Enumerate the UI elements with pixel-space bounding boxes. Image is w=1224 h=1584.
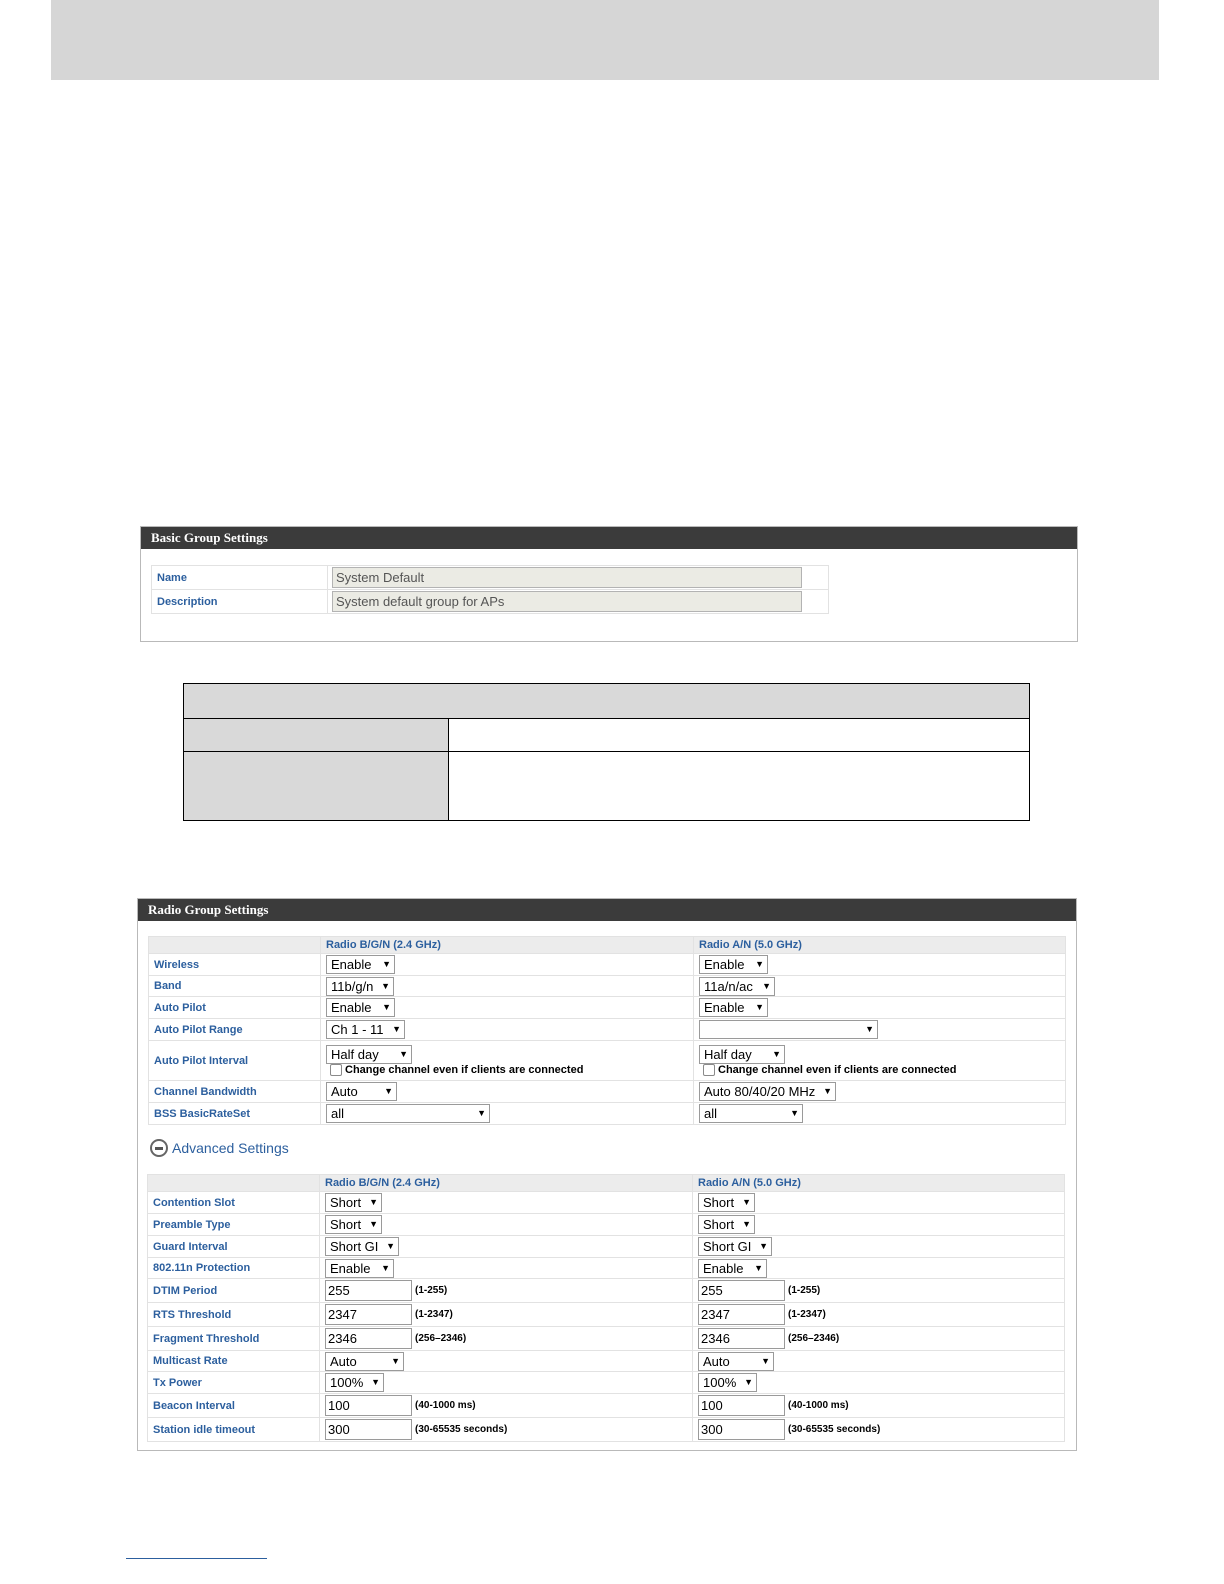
- contention-slot-select-24[interactable]: [325, 1193, 382, 1212]
- change-channel-checkbox-5[interactable]: [703, 1064, 715, 1076]
- dtim-period-input-5[interactable]: 255: [698, 1280, 785, 1301]
- wireless-select-24[interactable]: [326, 955, 395, 974]
- select-value: Enable: [704, 1000, 745, 1015]
- panel-title: Basic Group Settings: [141, 527, 1077, 549]
- dropdown-arrow-icon: ▼: [477, 1108, 486, 1118]
- range-hint: (1-2347): [415, 1309, 453, 1320]
- protection-select-5[interactable]: [698, 1259, 767, 1278]
- name-field[interactable]: System Default: [332, 567, 802, 588]
- fragment-threshold-input-5[interactable]: 2346: [698, 1328, 785, 1349]
- checkbox-label: Change channel even if clients are connected: [345, 1064, 584, 1077]
- select-value: 11a/n/ac: [704, 978, 753, 994]
- range-hint: (40-1000 ms): [415, 1400, 476, 1411]
- band-label: Band: [149, 976, 321, 997]
- range-hint: (1-255): [788, 1285, 821, 1296]
- column-header-5ghz: Radio A/N (5.0 GHz): [693, 1175, 1065, 1192]
- rts-threshold-input-24[interactable]: 2347: [325, 1304, 412, 1325]
- dropdown-arrow-icon: ▼: [742, 1197, 751, 1207]
- select-value: Auto: [703, 1353, 730, 1369]
- select-value: Enable: [330, 1260, 371, 1276]
- tx-power-select-5[interactable]: [698, 1373, 757, 1392]
- select-value: Enable: [331, 957, 372, 972]
- preamble-type-label: Preamble Type: [148, 1214, 320, 1236]
- multicast-rate-label: Multicast Rate: [148, 1351, 320, 1372]
- auto-pilot-range-select-24[interactable]: [326, 1020, 405, 1039]
- select-value: Half day: [704, 1046, 752, 1062]
- panel-title: Radio Group Settings: [138, 899, 1076, 921]
- dropdown-arrow-icon: ▼: [392, 1024, 401, 1034]
- top-header-band: [51, 0, 1159, 80]
- auto-pilot-select-5[interactable]: [699, 998, 768, 1017]
- range-hint: (30-65535 seconds): [415, 1424, 508, 1435]
- range-hint: (256–2346): [415, 1333, 467, 1344]
- auto-pilot-range-select-5[interactable]: [699, 1020, 878, 1039]
- select-value: 11b/g/n: [331, 978, 374, 994]
- description-table-cell: [184, 752, 449, 820]
- dtim-period-label: DTIM Period: [148, 1279, 320, 1303]
- band-select-5[interactable]: [699, 977, 775, 996]
- select-value: Short: [330, 1195, 362, 1210]
- auto-pilot-select-24[interactable]: [326, 998, 395, 1017]
- select-value: Auto 80/40/20 MHz: [704, 1084, 816, 1099]
- dtim-period-input-24[interactable]: 255: [325, 1280, 412, 1301]
- station-idle-timeout-input-5[interactable]: 300: [698, 1419, 785, 1440]
- select-value: Short GI: [330, 1239, 379, 1254]
- dropdown-arrow-icon: ▼: [742, 1219, 751, 1229]
- dropdown-arrow-icon: ▼: [382, 1002, 391, 1012]
- range-hint: (40-1000 ms): [788, 1400, 849, 1411]
- multicast-rate-select-5[interactable]: [698, 1352, 774, 1371]
- dropdown-arrow-icon: ▼: [755, 959, 764, 969]
- wireless-select-5[interactable]: [699, 955, 768, 974]
- channel-bandwidth-label: Channel Bandwidth: [149, 1081, 321, 1103]
- guard-interval-select-24[interactable]: [325, 1237, 399, 1256]
- band-select-24[interactable]: [326, 977, 394, 996]
- protection-80211n-label: 802.11n Protection: [148, 1258, 320, 1279]
- preamble-type-select-24[interactable]: [325, 1215, 382, 1234]
- select-value: Enable: [704, 957, 745, 972]
- select-value: Short GI: [703, 1239, 752, 1254]
- column-header-24ghz: Radio B/G/N (2.4 GHz): [320, 1175, 693, 1192]
- description-table: [183, 683, 1030, 821]
- wireless-label: Wireless: [149, 954, 321, 976]
- auto-pilot-interval-select-24[interactable]: [326, 1045, 412, 1064]
- checkbox-label: Change channel even if clients are connected: [718, 1064, 957, 1077]
- dropdown-arrow-icon: ▼: [391, 1355, 400, 1366]
- description-label: Description: [152, 590, 328, 614]
- select-value: Short: [703, 1217, 735, 1232]
- station-idle-timeout-input-24[interactable]: 300: [325, 1419, 412, 1440]
- tx-power-label: Tx Power: [148, 1372, 320, 1394]
- dropdown-arrow-icon: ▼: [865, 1024, 874, 1034]
- range-hint: (1-255): [415, 1285, 448, 1296]
- dropdown-arrow-icon: ▼: [754, 1262, 763, 1273]
- dropdown-arrow-icon: ▼: [399, 1048, 408, 1059]
- radio-settings-table: [148, 936, 1066, 1125]
- dropdown-arrow-icon: ▼: [772, 1048, 781, 1059]
- contention-slot-select-5[interactable]: [698, 1193, 755, 1212]
- select-value: 100%: [330, 1375, 364, 1390]
- auto-pilot-range-label: Auto Pilot Range: [149, 1019, 321, 1041]
- select-value: all: [331, 1106, 345, 1121]
- advanced-settings-table: [147, 1174, 1065, 1442]
- select-value: Enable: [331, 1000, 372, 1015]
- protection-select-24[interactable]: [325, 1259, 394, 1278]
- select-value: 100%: [703, 1375, 737, 1390]
- beacon-interval-input-5[interactable]: 100: [698, 1395, 785, 1416]
- dropdown-arrow-icon: ▼: [381, 1262, 390, 1273]
- column-header-24ghz: Radio B/G/N (2.4 GHz): [321, 937, 694, 954]
- select-value: Short: [330, 1217, 362, 1232]
- channel-bandwidth-select-24[interactable]: [326, 1082, 397, 1101]
- fragment-threshold-label: Fragment Threshold: [148, 1327, 320, 1351]
- rts-threshold-input-5[interactable]: 2347: [698, 1304, 785, 1325]
- contention-slot-label: Contention Slot: [148, 1192, 320, 1214]
- channel-bandwidth-select-5[interactable]: [699, 1082, 836, 1101]
- dropdown-arrow-icon: ▼: [790, 1108, 799, 1118]
- fragment-threshold-input-24[interactable]: 2346: [325, 1328, 412, 1349]
- dropdown-arrow-icon: ▼: [759, 1241, 768, 1251]
- bss-basic-rate-select-5[interactable]: [699, 1104, 803, 1123]
- column-header-5ghz: Radio A/N (5.0 GHz): [694, 937, 1066, 954]
- dropdown-arrow-icon: ▼: [382, 959, 391, 969]
- guard-interval-label: Guard Interval: [148, 1236, 320, 1258]
- minus-circle-icon[interactable]: [150, 1139, 168, 1157]
- description-table-header: [184, 684, 1029, 719]
- select-value: Ch 1 - 11: [331, 1022, 384, 1037]
- select-value: Auto: [330, 1353, 357, 1369]
- select-value: Short: [703, 1195, 735, 1210]
- dropdown-arrow-icon: ▼: [386, 1241, 395, 1251]
- range-hint: (30-65535 seconds): [788, 1424, 881, 1435]
- rts-threshold-label: RTS Threshold: [148, 1303, 320, 1327]
- dropdown-arrow-icon: ▼: [761, 1355, 770, 1366]
- tx-power-select-24[interactable]: [325, 1373, 384, 1392]
- dropdown-arrow-icon: ▼: [384, 1086, 393, 1096]
- auto-pilot-interval-label: Auto Pilot Interval: [149, 1041, 321, 1081]
- station-idle-timeout-label: Station idle timeout: [148, 1418, 320, 1442]
- basic-settings-table: [151, 565, 829, 614]
- select-value: Half day: [331, 1046, 379, 1062]
- dropdown-arrow-icon: ▼: [381, 980, 390, 991]
- footnote-divider: [126, 1558, 267, 1559]
- guard-interval-select-5[interactable]: [698, 1237, 772, 1256]
- basic-group-settings-panel: [140, 526, 1078, 642]
- name-label: Name: [152, 566, 328, 590]
- dropdown-arrow-icon: ▼: [744, 1377, 753, 1387]
- bss-basic-rate-set-label: BSS BasicRateSet: [149, 1103, 321, 1125]
- auto-pilot-interval-select-5[interactable]: [699, 1045, 785, 1064]
- range-hint: (256–2346): [788, 1333, 840, 1344]
- description-table-cell: [184, 719, 449, 751]
- bss-basic-rate-select-24[interactable]: [326, 1104, 490, 1123]
- advanced-settings-label[interactable]: Advanced Settings: [172, 1140, 289, 1156]
- dropdown-arrow-icon: ▼: [762, 980, 771, 991]
- select-value: all: [704, 1106, 718, 1121]
- beacon-interval-input-24[interactable]: 100: [325, 1395, 412, 1416]
- dropdown-arrow-icon: ▼: [369, 1219, 378, 1229]
- select-value: Enable: [703, 1260, 744, 1276]
- advanced-settings-toggle[interactable]: [150, 1139, 289, 1157]
- preamble-type-select-5[interactable]: [698, 1215, 755, 1234]
- dropdown-arrow-icon: ▼: [371, 1377, 380, 1387]
- multicast-rate-select-24[interactable]: [325, 1352, 404, 1371]
- description-field[interactable]: System default group for APs: [332, 591, 802, 612]
- range-hint: (1-2347): [788, 1309, 826, 1320]
- dropdown-arrow-icon: ▼: [369, 1197, 378, 1207]
- dropdown-arrow-icon: ▼: [823, 1086, 832, 1096]
- beacon-interval-label: Beacon Interval: [148, 1394, 320, 1418]
- change-channel-checkbox-24[interactable]: [330, 1064, 342, 1076]
- dropdown-arrow-icon: ▼: [755, 1002, 764, 1012]
- select-value: Auto: [331, 1084, 358, 1099]
- auto-pilot-label: Auto Pilot: [149, 997, 321, 1019]
